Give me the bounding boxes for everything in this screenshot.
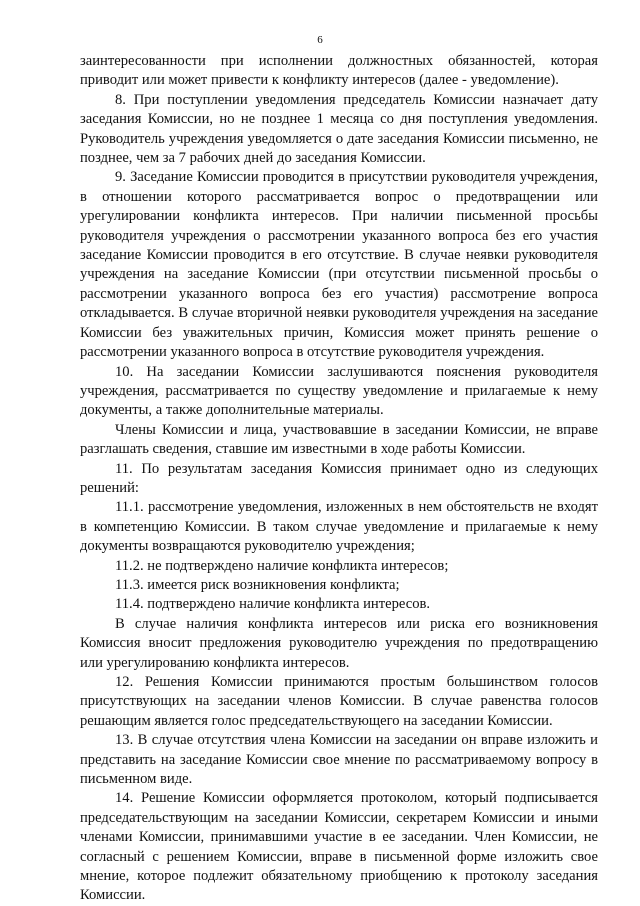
paragraph-item-11-1: 11.1. рассмотрение уведомления, изложенных в нем обстоятельств не входят в компетенцию Комиссии. В таком случае уведомление и прилагаемые к нему документы возвращаются руководителю учреждения; (80, 499, 598, 555)
paragraph-item-11: 11. По результатам заседания Комиссия принимает одно из следующих решений: (80, 460, 598, 496)
paragraph-item-10: 10. На заседании Комиссии заслушиваются пояснения руководителя учреждения, рассматривается по существу уведомление и прилагаемые к нему документы, а также дополнительные материалы. (80, 363, 598, 419)
paragraph-confidentiality: Члены Комиссии и лица, участвовавшие в заседании Комиссии, не вправе разглашать сведения, ставшие им известными в ходе работы Комиссии. (80, 421, 598, 458)
paragraph-item-11-3: 11.3. имеется риск возникновения конфликта; (115, 576, 400, 593)
page-number: 6 (317, 34, 323, 46)
paragraph-item-11-2: 11.2. не подтверждено наличие конфликта интересов; (115, 557, 449, 574)
paragraph-item-11-4: 11.4. подтверждено наличие конфликта интересов. (115, 596, 431, 613)
document-body (80, 52, 598, 906)
paragraph-conflict-proposals: В случае наличия конфликта интересов или риска его возникновения Комиссия вносит предложения руководителю учреждения по предотвращению или урегулированию конфликта интересов. (80, 615, 598, 671)
paragraph-continuation: заинтересованности при исполнении должностных обязанностей, которая приводит или может привести к конфликту интересов (далее - уведомление). (80, 53, 598, 89)
paragraph-item-8: 8. При поступлении уведомления председатель Комиссии назначает дату заседания Комиссии, но не позднее 1 месяца со дня поступления уведомления. Руководитель учреждения уведомляется о дате заседания Комиссии письменно, не позднее, чем за 7 рабочих дней до заседания Комиссии. (80, 91, 598, 167)
paragraph-item-13: 13. В случае отсутствия члена Комиссии на заседании он вправе изложить и представить на заседание Комиссии свое мнение по рассматриваемому вопросу в письменном виде. (80, 732, 598, 788)
paragraph-item-14: 14. Решение Комиссии оформляется протоколом, который подписывается председательствующим на заседании Комиссии, секретарем Комиссии и иными членами Комиссии, принимавшими участие в ее заседании. Член Комиссии, не согласный с решением Комиссии, вправе в письменной форме изложить свое мнение, которое подлежит обязательному приобщению к протоколу заседания Комиссии. (80, 790, 598, 904)
paragraph-item-9: 9. Заседание Комиссии проводится в присутствии руководителя учреждения, в отношении которого рассматривается вопрос о предотвращении или урегулировании конфликта интересов. При наличии письменной просьбы руководителя учреждения о рассмотрении указанного вопроса без его участия заседание Комиссии проводится в его отсутствие. В случае неявки руководителя учреждения на заседание Комиссии (при отсутствии письменной просьбы о рассмотрении указанного вопроса без его участия) рассмотрение вопроса откладывается. В случае вторичной неявки руководителя учреждения на заседание Комиссии без уважительных причин, Комиссия может принять решение о рассмотрении указанного вопроса в отсутствие руководителя учреждения. (80, 169, 598, 361)
paragraph-item-12: 12. Решения Комиссии принимаются простым большинством голосов присутствующих на заседании членов Комиссии. В случае равенства голосов решающим является голос председательствующего на заседании Комиссии. (80, 674, 598, 729)
